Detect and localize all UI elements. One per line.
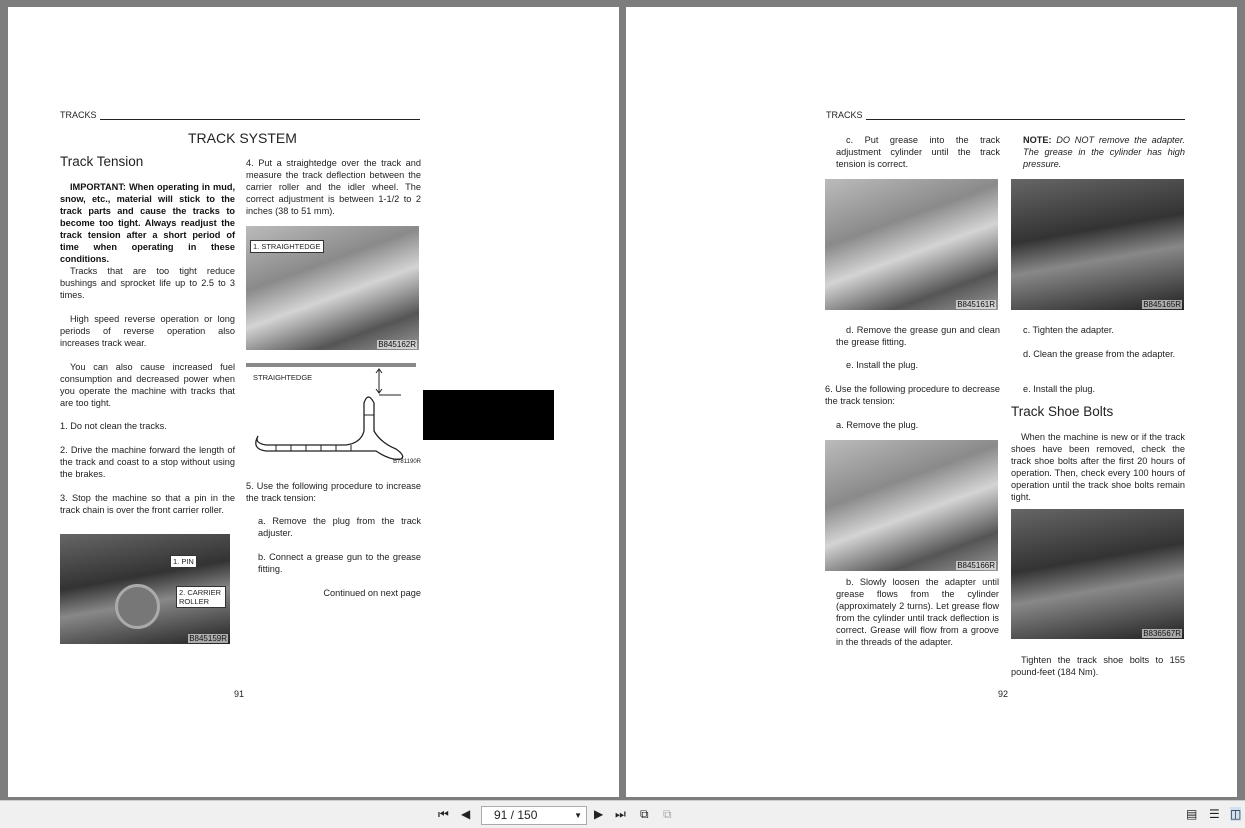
paragraph: Tighten the track shoe bolts to 155 pound-feet (184 Nm).: [1011, 655, 1185, 677]
step-5a: a. Remove the plug from the track adjuster.: [258, 516, 421, 538]
step-c: c. Put grease into the track adjustment cylinder until the track tension is correct.: [836, 135, 1000, 169]
step-e: e. Install the plug.: [846, 360, 919, 370]
first-page-icon[interactable]: ⏮: [438, 807, 449, 821]
chevron-down-icon[interactable]: ▼: [574, 811, 582, 820]
carrier-roller-label: 2. CARRIER ROLLER: [176, 586, 226, 608]
figure-code: B845159R: [189, 634, 227, 643]
step-1: 1. Do not clean the tracks.: [60, 421, 167, 431]
page-title: TRACK SYSTEM: [188, 130, 297, 146]
diagram-label: STRAIGHTEDGE: [253, 373, 313, 382]
loosen-adapter-photo: [825, 440, 998, 571]
step-5: 5. Use the following procedure to increase the track tension:: [246, 481, 421, 503]
step-4: 4. Put a straightedge over the track and measure the track deflection between the carrier roller and the idler wheel. The correct adjustment is between 1-1/2 to 2 inches (38 to 51 mm).: [246, 158, 421, 216]
next-page-icon[interactable]: ▶: [594, 807, 604, 821]
step-5b: b. Connect a grease gun to the grease fitting.: [258, 552, 421, 574]
paragraph: High speed reverse operation or long periods of reverse operation also increases track wear.: [60, 314, 235, 348]
track-deflection-diagram: [246, 361, 421, 469]
single-page-view-icon[interactable]: ▤: [1186, 807, 1198, 821]
step-6: 6. Use the following procedure to decrease the track tension:: [825, 384, 1000, 406]
running-header: [826, 110, 1185, 120]
figure-code: B845162R: [378, 340, 416, 349]
page-92: [626, 7, 1237, 797]
note-label: NOTE:: [1023, 135, 1052, 145]
continued-note: Continued on next page: [323, 588, 421, 598]
running-header: [60, 110, 420, 120]
step-d: d. Remove the grease gun and clean the grease fitting.: [836, 325, 1000, 347]
viewer-toolbar: [0, 800, 1245, 828]
section-heading: Track Tension: [60, 154, 144, 169]
page-number: 91: [234, 689, 245, 699]
pin-label: 1. PIN: [170, 555, 197, 568]
header-text: TRACKS: [60, 110, 97, 120]
warning-note: [1023, 134, 1185, 170]
continuous-view-icon[interactable]: ☰: [1209, 807, 1220, 821]
pin-carrier-roller-photo: [60, 534, 230, 644]
header-text: TRACKS: [826, 110, 863, 120]
paragraph: Tracks that are too tight reduce bushings and sprocket life up to 2.5 to 3 times.: [60, 266, 235, 300]
page-number-input[interactable]: [481, 806, 587, 825]
figure-code: B845166R: [957, 561, 995, 570]
figure-code: B781190R: [393, 459, 421, 465]
paragraph: You can also cause increased fuel consumption and decreased power when you operate the machine with tracks that are too tight.: [60, 362, 235, 408]
page-indicator: 91 / 150: [494, 808, 538, 822]
fit-width-icon[interactable]: ⧉: [663, 807, 672, 821]
note-text: DO NOT remove the adapter. The grease in the cylinder has high pressure.: [1023, 135, 1185, 169]
step-6b: b. Slowly loosen the adapter until grease flows from the cylinder (approximately 2 turns). Let grease flow from the cylinder until track deflection is correct. Grease will flow from a groove in the threads of the adapter.: [836, 577, 999, 647]
step-6d: d. Clean the grease from the adapter.: [1023, 349, 1176, 359]
track-shoe-photo: [1011, 509, 1184, 639]
adapter-photo: [1011, 179, 1184, 310]
section-heading: Track Shoe Bolts: [1011, 404, 1114, 419]
page-number: 92: [998, 689, 1009, 699]
step-6e: e. Install the plug.: [1023, 384, 1096, 394]
important-note: IMPORTANT: When operating in mud, snow, etc., material will stick to the track parts and cause the tracks to become too tight. Always readjust the track tension after a short period of time when operating in these conditions.: [60, 182, 235, 264]
straightedge-photo: [246, 226, 419, 350]
straightedge-label: 1. STRAIGHTEDGE: [250, 240, 324, 253]
last-page-icon[interactable]: ⏭: [615, 807, 626, 821]
grease-photo-1: [825, 179, 998, 310]
step-6c: c. Tighten the adapter.: [1023, 325, 1114, 335]
fit-page-icon[interactable]: ⧉: [640, 807, 649, 821]
figure-code: B836567R: [1143, 629, 1181, 638]
page-91: [8, 7, 619, 797]
carrier-roller-shape: [115, 584, 160, 629]
figure-code: B845165R: [1143, 300, 1181, 309]
figure-code: B845161R: [957, 300, 995, 309]
black-tab-marker: [423, 390, 554, 440]
step-6a: a. Remove the plug.: [836, 420, 919, 430]
step-2: 2. Drive the machine forward the length of the track and coast to a stop without using the brakes.: [60, 445, 235, 479]
two-page-view-icon[interactable]: ◫: [1230, 807, 1242, 821]
previous-page-icon[interactable]: ◀: [461, 807, 471, 821]
paragraph: When the machine is new or if the track shoes have been removed, check the track shoe bolts after the first 20 hours of operation. Then, check every 100 hours of operation until the track shoe bolts remain tight.: [1011, 432, 1185, 502]
step-3: 3. Stop the machine so that a pin in the track chain is over the front carrier roller.: [60, 493, 235, 515]
